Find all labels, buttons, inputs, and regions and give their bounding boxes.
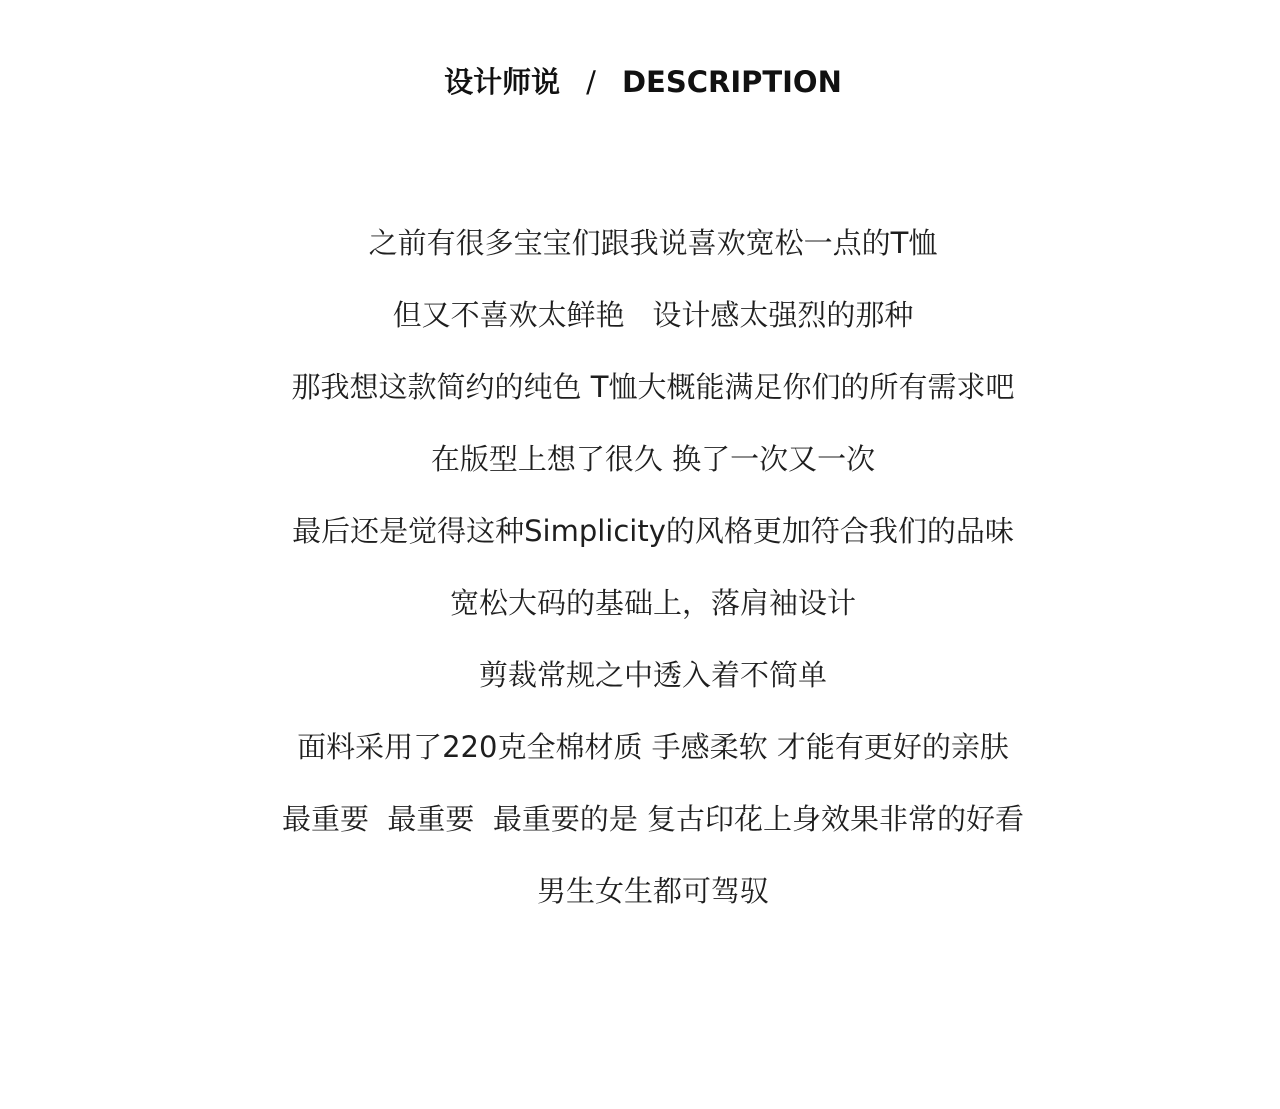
heading-separator: / [586, 65, 596, 99]
description-text [0, 222, 1280, 942]
description-line: 男生女生都可驾驭 [536, 874, 769, 908]
description-line: 但又不喜欢太鲜艳 设计感太强烈的那种 [392, 298, 914, 332]
section-heading [0, 62, 1280, 102]
description-line: 宽松大码的基础上，落肩袖设计 [449, 586, 856, 620]
heading-cn: 设计师说 [444, 65, 561, 99]
description-line: 在版型上想了很久 换了一次又一次 [430, 442, 876, 476]
description-line: 最后还是觉得这种Simplicity的风格更加符合我们的品味 [292, 514, 1014, 548]
heading-en: DESCRIPTION [621, 65, 842, 99]
description-line: 之前有很多宝宝们跟我说喜欢宽松一点的T恤 [368, 226, 938, 260]
description-line: 那我想这款简约的纯色 T恤大概能满足你们的所有需求吧 [291, 370, 1015, 404]
description-line: 面料采用了220克全棉材质 手感柔软 才能有更好的亲肤 [297, 730, 1009, 764]
description-line: 最重要 最重要 最重要的是 复古印花上身效果非常的好看 [281, 802, 1025, 836]
description-line: 剪裁常规之中透入着不简单 [478, 658, 827, 692]
